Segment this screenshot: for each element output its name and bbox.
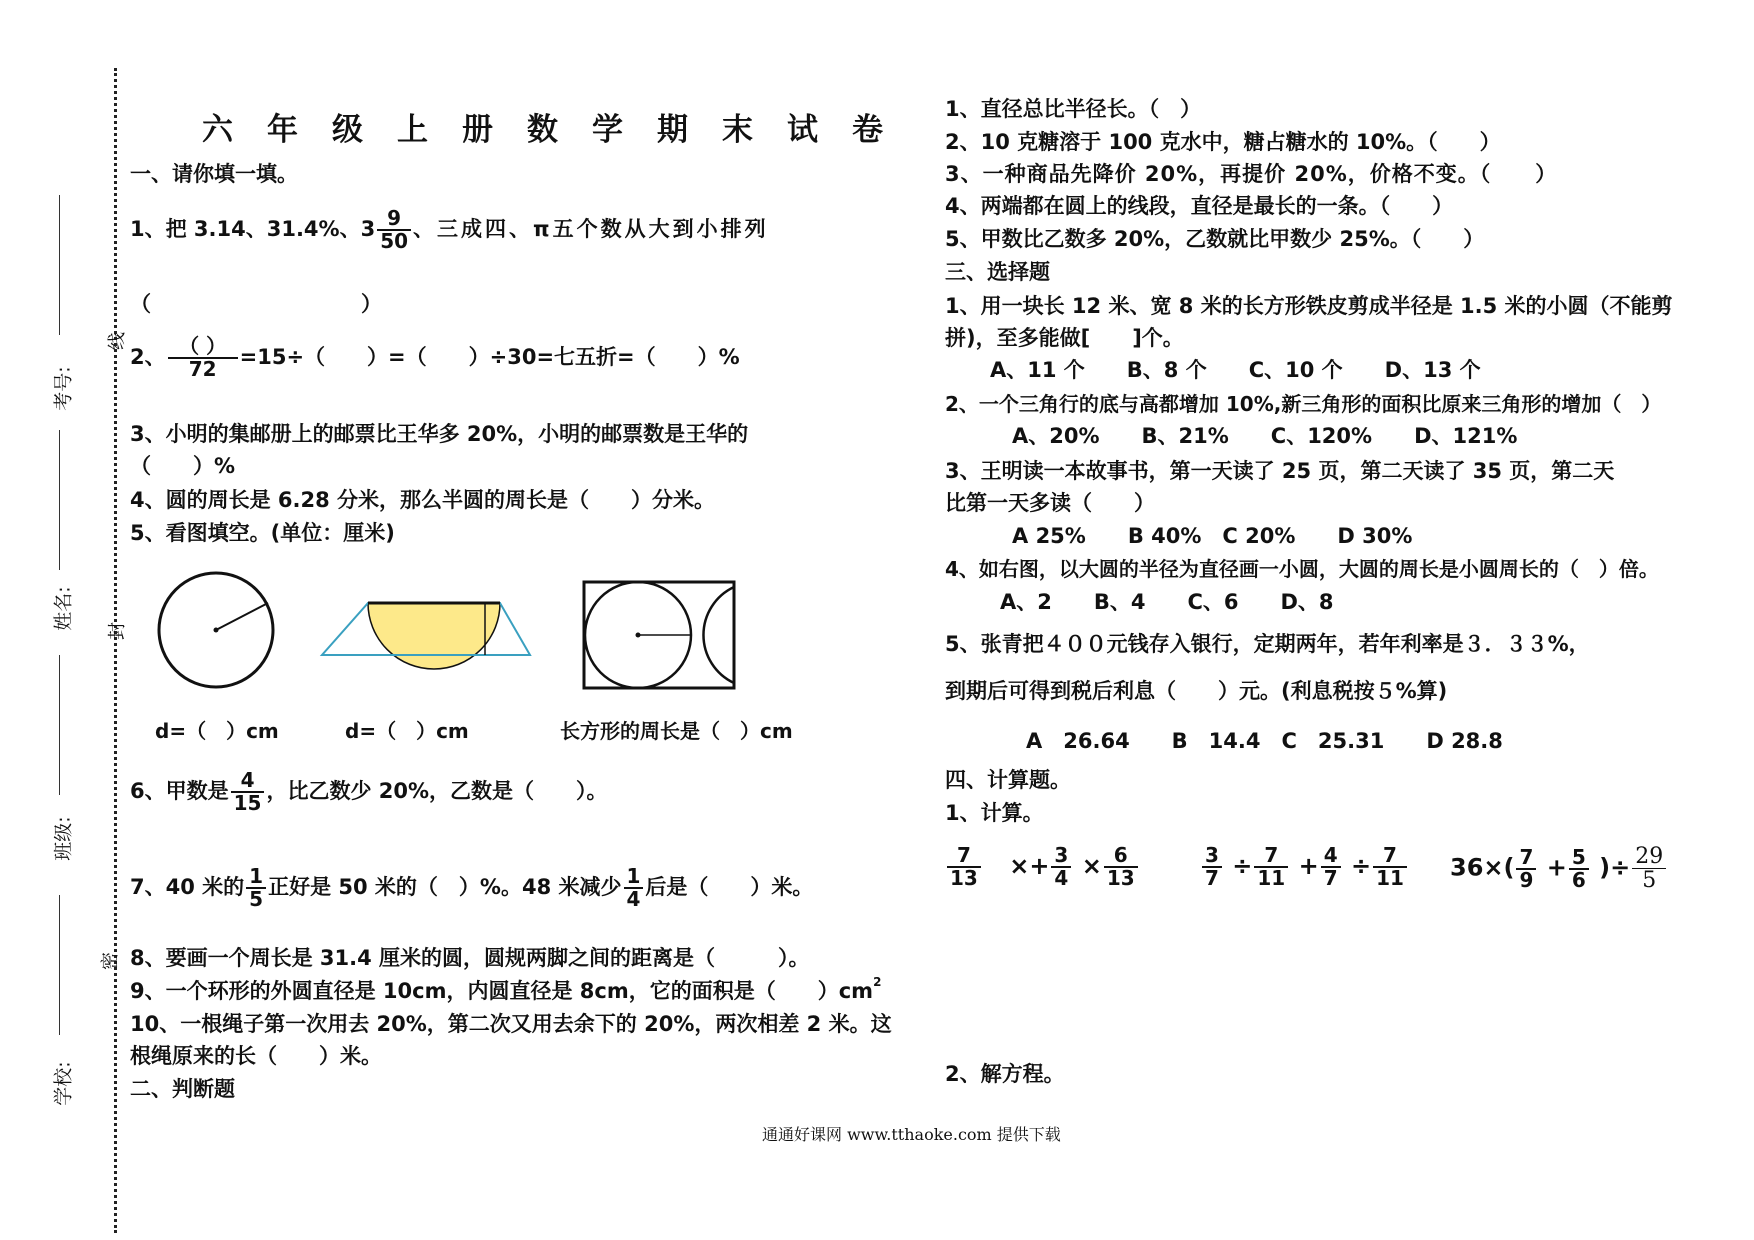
section-fill-in: 一、请你填一填。 (130, 162, 298, 186)
trapezoid-semicircle-figure (322, 603, 530, 669)
expr2-frac-3: $\frac{4}{7}$ (1321, 845, 1341, 889)
section-choice: 三、选择题 (945, 260, 1050, 284)
question-7: 7、40 米的 $\frac{1}{5}$ 正好是 50 米的（ ）%。48 米减少 $\frac{1}{4}$ 后是（ ）米。 (130, 864, 814, 911)
question-10-line1: 10、一根绳子第一次用去 20%，第二次又用去余下的 20%，两次相差 2 米。这 (130, 1012, 892, 1036)
circle-figure (159, 573, 273, 687)
q2-prefix: 2、 (130, 345, 166, 369)
expr2-frac-1: $\frac{3}{7}$ (1202, 845, 1222, 889)
q7-fraction-1: $\frac{1}{5}$ (246, 866, 266, 910)
rectangle-circles-figure (584, 582, 734, 688)
section-true-false: 二、判断题 (130, 1077, 235, 1101)
fig-answer-1: d=（ ）cm (155, 719, 279, 743)
fig-answer-3: 长方形的周长是（ ）cm (560, 719, 793, 743)
choice-3-line2: 比第一天多读（ ） (945, 491, 1155, 515)
expression-2: $\frac{3}{7}$ ÷ $\frac{7}{11}$ + $\frac{4}{7}$ ÷ $\frac{7}{11}$ (1200, 845, 1409, 889)
expression-3: 36×( $\frac{7}{9}$ + $\frac{5}{6}$ )÷ $\frac{29}{5}$ (1450, 845, 1668, 892)
fig-answer-2: d=（ ）cm (345, 719, 469, 743)
q2-text: =15÷（ ）=（ ）÷30=七五折=（ ）% (239, 345, 740, 369)
seal-mark-line: 线 (107, 332, 128, 350)
question-3-line1: 3、小明的集邮册上的邮票比王华多 20%，小明的邮票数是王华的 (130, 422, 749, 446)
question-8: 8、要画一个周长是 31.4 厘米的圆，圆规两脚之间的距离是（ ）。 (130, 946, 810, 970)
section-calculation: 四、计算题。 (945, 768, 1071, 792)
question-3-line2: （ ）% (130, 454, 236, 478)
margin-line-4 (59, 895, 60, 1035)
judge-4: 4、两端都在圆上的线段，直径是最长的一条。（ ） (945, 194, 1454, 218)
q6-fraction: $\frac{4}{15}$ (231, 770, 265, 814)
choice-5-line1: 5、张青把４００元钱存入银行，定期两年，若年利率是３．３３%， (945, 632, 1590, 656)
page-title: 六年级上册数学期末试卷 (202, 112, 917, 148)
question-9: 9、一个环形的外圆直径是 10cm，内圆直径是 8cm，它的面积是（ ）$cm^2$ (130, 975, 882, 1003)
expr1-frac-2: $\frac{3}{4}$ (1051, 845, 1071, 889)
judge-2: 2、10 克糖溶于 100 克水中，糖占糖水的 10%。（ ） (945, 130, 1501, 154)
calc-2-label: 2、解方程。 (945, 1062, 1065, 1086)
choice-5-line2: 到期后可得到税后利息（ ）元。(利息税按５%算) (945, 679, 1448, 703)
q1-answer-blank: （ ） (130, 292, 382, 316)
label-school: 学校: (52, 1061, 75, 1106)
question-10-line2: 根绳原来的长（ ）米。 (130, 1044, 382, 1068)
choice-2: 2、一个三角行的底与高都增加 10%,新三角形的面积比原来三角形的增加（ ） (945, 392, 1662, 416)
expr3-frac-1: $\frac{7}{9}$ (1516, 847, 1536, 891)
seal-dotted-line (114, 68, 117, 1233)
expr2-frac-4: $\frac{7}{11}$ (1373, 845, 1407, 889)
choice-1-line1: 1、用一块长 12 米、宽 8 米的长方形铁皮剪成半径是 1.5 米的小圆（不能剪 (945, 294, 1673, 318)
expr3-frac-2: $\frac{5}{6}$ (1569, 847, 1589, 891)
q7-fraction-2: $\frac{1}{4}$ (624, 866, 644, 910)
choice-5-options: A 26.64 B 14.4 C 25.31 D 28.8 (1026, 729, 1503, 753)
judge-5: 5、甲数比乙数多 20%，乙数就比甲数少 25%。（ ） (945, 227, 1485, 251)
question-2 (130, 336, 740, 380)
expr1-frac-3: $\frac{6}{13}$ (1104, 845, 1138, 889)
judge-1: 1、直径总比半径长。（ ） (945, 97, 1202, 121)
label-name: 姓名: (52, 586, 75, 631)
expr1-frac-1: $\frac{7}{13}$ (947, 845, 981, 889)
q1-text-a: 1、把 3.14、31.4%、3 (130, 217, 376, 241)
seal-mark-seal: 封 (107, 622, 128, 640)
page-footer: 通通好课网 www.tthaoke.com 提供下载 (762, 1125, 1061, 1144)
label-class: 班级: (52, 816, 75, 861)
label-exam-number: 考号: (52, 366, 75, 411)
q1-fraction: $\frac{9}{50}$ (377, 208, 411, 252)
choice-3-options: A 25% B 40% C 20% D 30% (1012, 524, 1413, 548)
expression-1: $\frac{7}{13}$ ×+ $\frac{3}{4}$ × $\frac{6}{13}$ (945, 845, 1140, 889)
question-5: 5、看图填空。(单位：厘米) (130, 521, 395, 545)
margin-line-3 (59, 655, 60, 795)
choice-2-options: A、20% B、21% C、120% D、121% (1012, 424, 1518, 448)
question-1 (130, 208, 769, 252)
margin-line-1 (59, 195, 60, 335)
expr3-frac-3: $\frac{29}{5}$ (1632, 845, 1666, 892)
expr2-frac-2: $\frac{7}{11}$ (1254, 845, 1288, 889)
choice-4: 4、如右图，以大圆的半径为直径画一小圆，大圆的周长是小圆周长的（ ）倍。 (945, 557, 1659, 581)
figures-q5 (150, 570, 770, 705)
choice-1-line2: 拼)，至多能做[ ]个。 (945, 326, 1184, 350)
choice-3-line1: 3、王明读一本故事书，第一天读了 25 页，第二天读了 35 页，第二天 (945, 459, 1615, 483)
judge-3: 3、一种商品先降价 20%，再提价 20%，价格不变。（ ） (945, 162, 1558, 186)
q1-text-b: 、三成四、π五个数从大到小排列 (413, 217, 769, 241)
calc-1-label: 1、计算。 (945, 801, 1044, 825)
seal-mark-secret: 密 (100, 952, 121, 970)
question-6: 6、甲数是 $\frac{4}{15}$ ，比乙数少 20%，乙数是（ ）。 (130, 768, 608, 815)
choice-4-options: A、2 B、4 C、6 D、8 (1000, 590, 1334, 614)
margin-line-2 (59, 430, 60, 570)
question-4: 4、圆的周长是 6.28 分米，那么半圆的周长是（ ）分米。 (130, 488, 716, 512)
q2-fraction: $\frac{( )}{72}$ (168, 336, 238, 380)
choice-1-options: A、11 个 B、8 个 C、10 个 D、13 个 (990, 358, 1481, 382)
